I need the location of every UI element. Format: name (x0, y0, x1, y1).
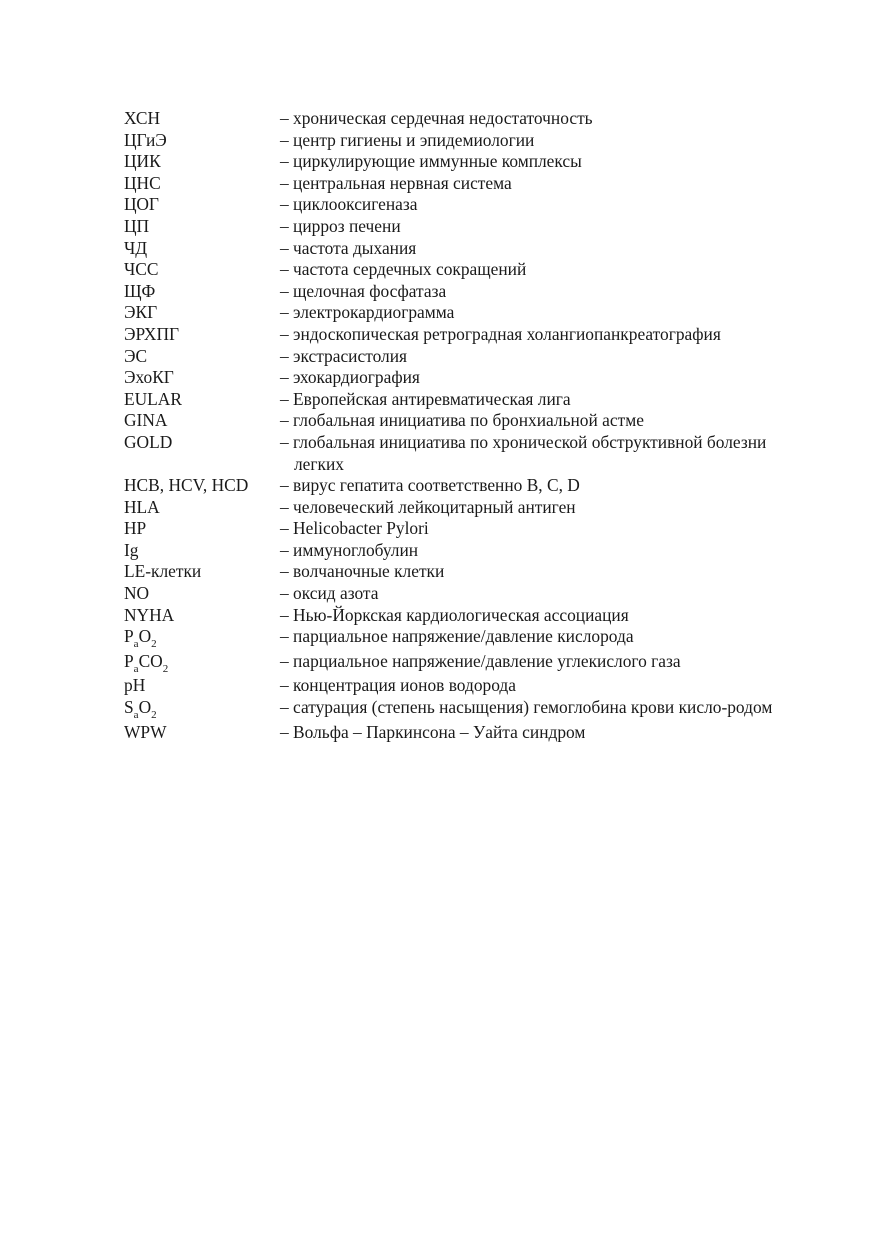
abbreviation-definition: – Вольфа – Паркинсона – Уайта синдром (280, 721, 586, 742)
abbreviation-definition: – человеческий лейкоцитарный антиген (280, 496, 576, 517)
abbreviation-entry (124, 108, 804, 130)
abbreviation-term: ЭхоКГ (124, 367, 174, 388)
abbreviation-definition: – концентрация ионов водорода (280, 675, 516, 696)
abbreviation-entry (124, 540, 804, 562)
abbreviation-entry (124, 367, 804, 389)
abbreviation-definition: – циклооксигеназа (280, 194, 418, 215)
abbreviation-entry (124, 651, 804, 676)
abbreviation-term: ХСН (124, 108, 161, 128)
abbreviation-definition: – вирус гепатита соответственно B, C, D (280, 475, 580, 496)
abbreviation-term: HLA (124, 496, 160, 517)
abbreviation-term: ЦИК (124, 151, 161, 172)
abbreviation-definition: – циркулирующие иммунные комплексы (280, 151, 582, 172)
abbreviation-definition: – Нью-Йоркская кардиологическая ассоциация (280, 604, 629, 625)
abbreviation-definition: – центр гигиены и эпидемиологии (280, 129, 535, 150)
abbreviation-entry (124, 432, 804, 475)
abbreviation-entry (124, 151, 804, 173)
abbreviation-definition: – эндоскопическая ретроградная холангиопанкреатография (280, 323, 721, 344)
abbreviation-term: HP (124, 518, 147, 539)
abbreviation-term (124, 697, 280, 722)
term-base: P (124, 650, 134, 671)
term-base: O (138, 697, 152, 718)
abbreviation-term: ЧСС (124, 259, 159, 280)
abbreviation-term (124, 626, 280, 651)
abbreviation-entry (124, 238, 804, 260)
abbreviation-term: GOLD (124, 431, 173, 452)
abbreviation-term: pH (124, 675, 146, 696)
abbreviation-definition: – Helicobacter Pylori (280, 518, 429, 539)
abbreviation-entry (124, 130, 804, 152)
abbreviation-term: ЧД (124, 237, 148, 258)
abbreviation-definition: – хроническая сердечная недостаточность (280, 108, 593, 128)
abbreviation-entry (124, 173, 804, 195)
term-subscript: 2 (151, 709, 157, 722)
abbreviation-definition: – волчаночные клетки (280, 561, 445, 582)
abbreviation-term: HCB, HCV, HCD (124, 475, 249, 496)
abbreviation-definition: – частота дыхания (280, 237, 417, 258)
abbreviation-list (124, 108, 804, 743)
abbreviation-entry (124, 497, 804, 519)
abbreviation-entry (124, 518, 804, 540)
term-subscript: 2 (151, 638, 157, 651)
abbreviation-definition: – Европейская антиревматическая лига (280, 388, 571, 409)
abbreviation-entry (124, 410, 804, 432)
abbreviation-entry (124, 561, 804, 583)
abbreviation-term: EULAR (124, 388, 182, 409)
abbreviation-term: ЦП (124, 215, 150, 236)
abbreviation-term: ЩФ (124, 280, 156, 301)
abbreviation-entry (124, 583, 804, 605)
abbreviation-term: ЭС (124, 345, 148, 366)
abbreviation-entry (124, 605, 804, 627)
abbreviation-definition: – парциальное напряжение/давление кислорода (280, 626, 634, 647)
term-subscript: a (133, 662, 139, 675)
abbreviation-term: ЦОГ (124, 194, 159, 215)
abbreviation-entry (124, 675, 804, 697)
abbreviation-definition: – сатурация (степень насыщения) гемоглобина крови кисло-родом (280, 697, 773, 718)
abbreviation-definition: – центральная нервная система (280, 172, 512, 193)
abbreviation-entry (124, 281, 804, 303)
abbreviation-entry (124, 722, 804, 744)
abbreviation-term: ЦНС (124, 172, 161, 193)
abbreviation-entry (124, 475, 804, 497)
abbreviation-definition: – цирроз печени (280, 215, 401, 236)
abbreviation-definition: – оксид азота (280, 583, 379, 604)
abbreviation-definition: – частота сердечных сокращений (280, 259, 527, 280)
abbreviation-entry (124, 346, 804, 368)
abbreviation-definition: – электрокардиограмма (280, 302, 455, 323)
abbreviation-entry (124, 216, 804, 238)
abbreviation-term: ЭКГ (124, 302, 158, 323)
term-base: O (138, 626, 152, 647)
abbreviation-entry (124, 626, 804, 651)
abbreviation-definition: – щелочная фосфатаза (280, 280, 447, 301)
abbreviation-term: NYHA (124, 604, 175, 625)
abbreviation-term: WPW (124, 721, 167, 742)
abbreviation-term: NO (124, 583, 150, 604)
abbreviation-entry (124, 389, 804, 411)
abbreviation-term: ЭРХПГ (124, 323, 180, 344)
abbreviation-entry (124, 697, 804, 722)
abbreviation-term: LE-клетки (124, 561, 202, 582)
abbreviation-term (124, 651, 280, 676)
abbreviation-definition: – экстрасистолия (280, 345, 408, 366)
abbreviation-entry (124, 194, 804, 216)
abbreviation-definition: – глобальная инициатива по хронической обструктивной болезни легких (280, 431, 767, 474)
abbreviation-term: Ig (124, 539, 139, 560)
abbreviation-term: ЦГиЭ (124, 129, 167, 150)
abbreviation-definition: – эхокардиография (280, 367, 420, 388)
abbreviation-entry (124, 302, 804, 324)
abbreviation-term: GINA (124, 410, 168, 431)
term-base: S (124, 697, 134, 718)
abbreviation-definition: – глобальная инициатива по бронхиальной астме (280, 410, 644, 431)
term-base: P (124, 626, 134, 647)
abbreviation-definition: – иммуноглобулин (280, 539, 419, 560)
abbreviation-entry (124, 259, 804, 281)
abbreviation-entry (124, 324, 804, 346)
term-subscript: a (133, 709, 139, 722)
term-subscript: 2 (162, 662, 169, 675)
term-subscript: a (133, 638, 139, 651)
abbreviation-definition: – парциальное напряжение/давление углекислого газа (280, 650, 681, 671)
term-base: CO (138, 650, 163, 671)
